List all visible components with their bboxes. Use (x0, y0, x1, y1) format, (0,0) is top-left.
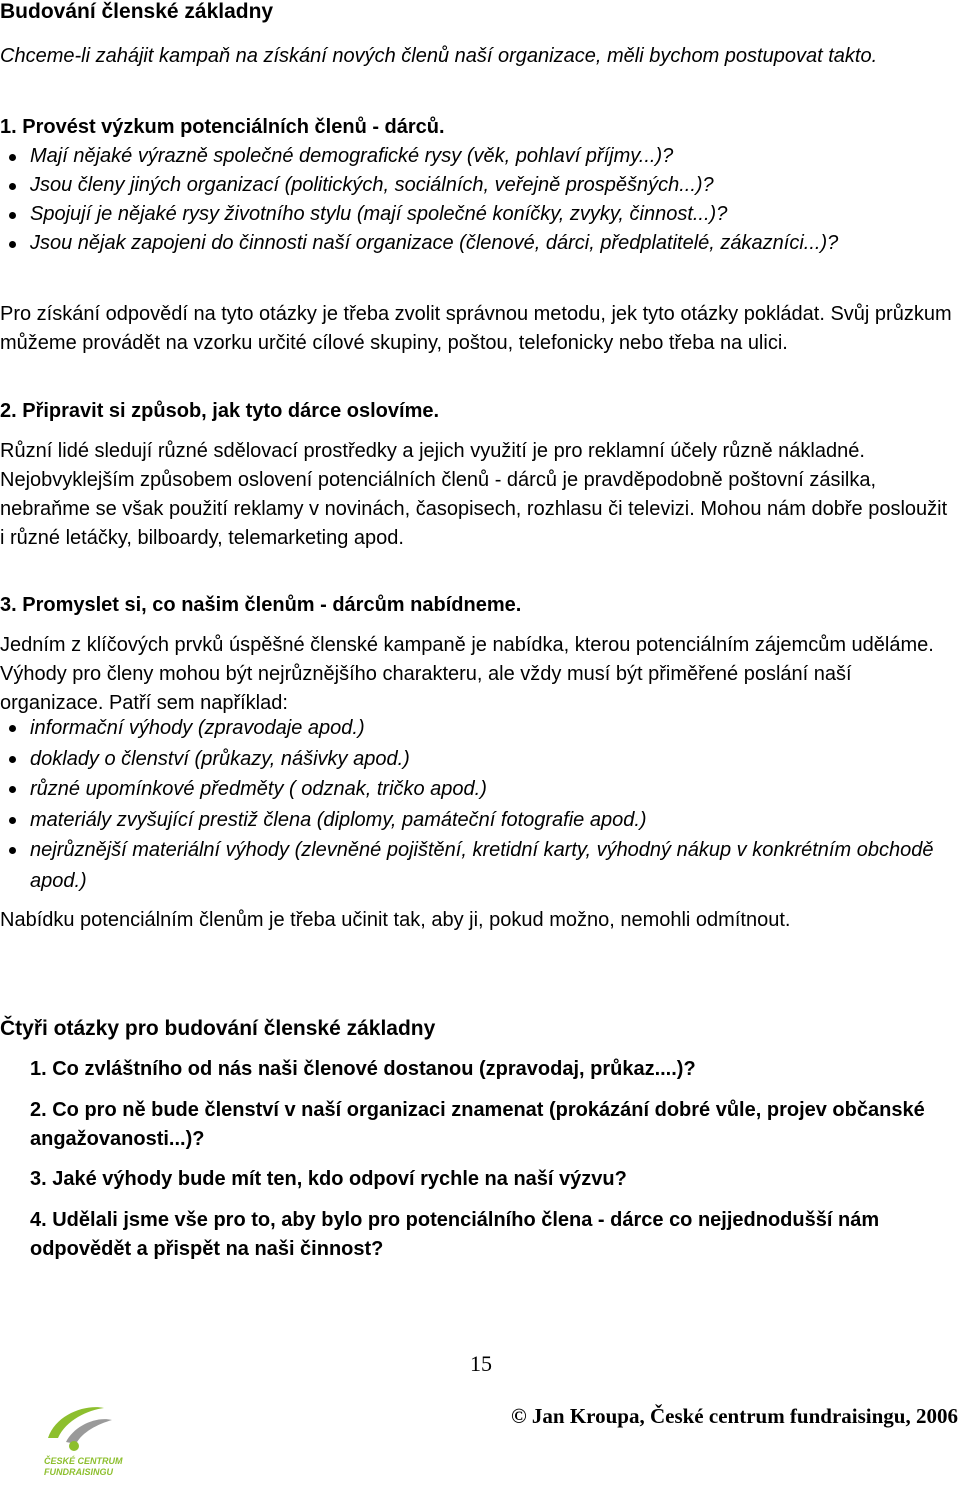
questions-list-4 (30, 1206, 950, 1264)
list-item: materiály zvyšující prestiž člena (diplomy, památeční fotografie apod.) (0, 805, 955, 836)
list-item: Jsou členy jiných organizací (politických, sociálních, veřejně prospěšných...)? (0, 171, 955, 200)
logo-line2: FUNDRAISINGU (44, 1467, 113, 1477)
question-item: 2. Co pro ně bude členství v naší organizaci znamenat (prokázání dobré vůle, projev občanské angažovanosti...)? (30, 1099, 925, 1150)
question-item: 1. Co zvláštního od nás naši členové dostanou (zpravodaj, průkaz....)? (30, 1058, 696, 1080)
copyright-notice: © Jan Kroupa, České centrum fundraisingu, 2006 (510, 1404, 958, 1428)
questions-heading: Čtyři otázky pro budování členské základny (0, 1017, 436, 1040)
list-item: doklady o členství (průkazy, nášivky apod.) (0, 744, 955, 775)
bullet-icon (9, 725, 16, 732)
list-item: různé upomínkové předměty ( odznak, tričko apod.) (0, 774, 955, 805)
step3-closing: Nabídku potenciálním členům je třeba učinit tak, aby ji, pokud možno, nemohli odmítnout. (0, 909, 791, 931)
step3-bullet-list (0, 713, 955, 896)
bullet-icon (9, 786, 16, 793)
page-number: 15 (470, 1351, 492, 1376)
questions-list-3 (30, 1165, 950, 1194)
bullet-icon (9, 241, 16, 248)
document-title: Budování členské základny (0, 0, 274, 23)
bullet-icon (9, 212, 16, 219)
step3-heading: 3. Promyslet si, co našim členům - dárcům nabídneme. (0, 594, 522, 616)
list-item: nejrůznější materiální výhody (zlevněné pojištění, kretidní karty, výhodný nákup v konkrétním obchodě apod.) (0, 835, 955, 896)
list-item: Mají nějaké výrazně společné demografické rysy (věk, pohlaví příjmy...)? (0, 142, 955, 171)
question-item: 4. Udělali jsme vše pro to, aby bylo pro potenciálního člena - dárce co nejjednodušší nám odpovědět a přispět na naši činnost? (30, 1209, 880, 1260)
step1-text: Pro získání odpovědí na tyto otázky je třeba zvolit správnou metodu, jek tyto otázky pokládat. Svůj průzkum můžeme provádět na vzorku určité cílové skupiny, poštou, telefonicky nebo třeba na ulici. (0, 303, 952, 354)
step3-text: Jedním z klíčových prvků úspěšné členské kampaně je nabídka, kterou potenciálním zájemcům uděláme. Výhody pro členy mohou být nejrůznějšího charakteru, ale vždy musí být přiměřené poslání naší organizace. Patří sem například: (0, 634, 934, 714)
step1-heading: 1. Provést výzkum potenciálních členů - dárců. (0, 116, 445, 138)
question-item: 3. Jaké výhody bude mít ten, kdo odpoví rychle na naší výzvu? (30, 1168, 627, 1190)
list-item: informační výhody (zpravodaje apod.) (0, 713, 955, 744)
bullet-icon (9, 183, 16, 190)
list-item: Spojují je nějaké rysy životního stylu (mají společné koníčky, zvyky, činnost...)? (0, 200, 955, 229)
logo-mark-icon (34, 1400, 144, 1480)
step2-heading: 2. Připravit si způsob, jak tyto dárce oslovíme. (0, 400, 440, 422)
step1-bullet-list (0, 142, 955, 258)
bullet-icon (9, 847, 16, 854)
list-item: Jsou nějak zapojeni do činnosti naší organizace (členové, dárci, předplatitelé, zákazníci...)? (0, 229, 955, 258)
bullet-icon (9, 154, 16, 161)
logo-line1: ČESKÉ CENTRUM (44, 1456, 123, 1466)
step2-text: Různí lidé sledují různé sdělovací prostředky a jejich využití je pro reklamní účely různě nákladné. Nejobvyklejším způsobem oslovení potenciálních členů - dárců je pravděpodobně poštovní zásilka, nebraňme se však použití reklamy v novinách, časopisech, rozhlasu či televizi. Mohou nám dobře posloužit i různé letáčky, bilboardy, telemarketing apod. (0, 440, 948, 549)
ceske-centrum-fundraisingu-logo (34, 1400, 144, 1480)
bullet-icon (9, 756, 16, 763)
bullet-icon (9, 817, 16, 824)
intro-paragraph: Chceme-li zahájit kampaň na získání nových členů naší organizace, měli bychom postupovat takto. (0, 45, 878, 67)
questions-list-2 (30, 1096, 950, 1154)
questions-list (30, 1055, 950, 1084)
